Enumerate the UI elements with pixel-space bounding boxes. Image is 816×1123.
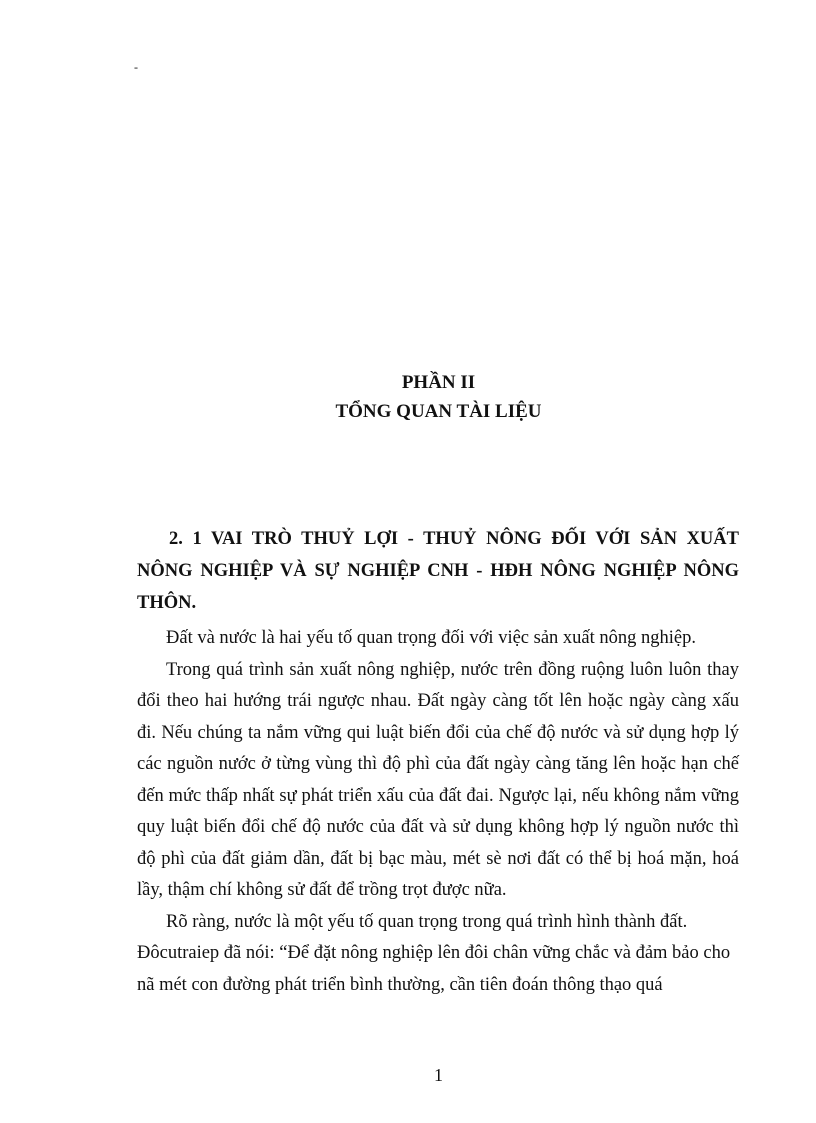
part-header bbox=[0, 368, 816, 426]
paragraph-1: Đất và nước là hai yếu tố quan trọng đối với việc sản xuất nông nghiệp. bbox=[166, 628, 696, 648]
part-title: TỔNG QUAN TÀI LIỆU bbox=[335, 401, 542, 422]
part-label: PHẦN II bbox=[401, 372, 476, 393]
body-text bbox=[137, 623, 739, 1001]
paragraph-2: Trong quá trình sản xuất nông nghiệp, nước trên đồng ruộng luôn luôn thay đổi theo hai hướng trái ngược nhau. Đất ngày càng tốt lên hoặc ngày càng xấu đi. Nếu chúng ta nắm vững qui luật biến đổi của chế độ nước và sử dụng hợp lý các nguồn nước ở từng vùng thì độ phì của đất ngày càng tăng lên hoặc hạn chế đến mức thấp nhất sự phát triển xấu của đất đai. Ngược lại, nếu không nắm vững quy luật biến đổi chế độ nước của đất và sử dụng không hợp lý nguồn nước thì độ phì của đất giảm dần, đất bị bạc màu, mét sè nơi đất có thể bị hoá mặn, hoá lầy, thậm chí không sử đất để trồng trọt được nữa. bbox=[137, 659, 739, 900]
top-mark: - bbox=[134, 60, 138, 74]
paragraph-3: Rõ ràng, nước là một yếu tố quan trọng trong quá trình hình thành đất. Đôcutraiep đã nói: “Để đặt nông nghiệp lên đôi chân vững chắc và đảm bảo cho nã mét con đường phát triển bình thường, cần tiên đoán thông thạo quá bbox=[137, 911, 731, 995]
section-heading: 2. 1 VAI TRÒ THUỶ LỢI - THUỶ NÔNG ĐỐI VỚI SẢN XUẤT NÔNG NGHIỆP VÀ SỰ NGHIỆP CNH - HĐH NÔNG NGHIỆP NÔNG THÔN. bbox=[137, 529, 739, 613]
page-number: 1 bbox=[434, 1065, 443, 1085]
